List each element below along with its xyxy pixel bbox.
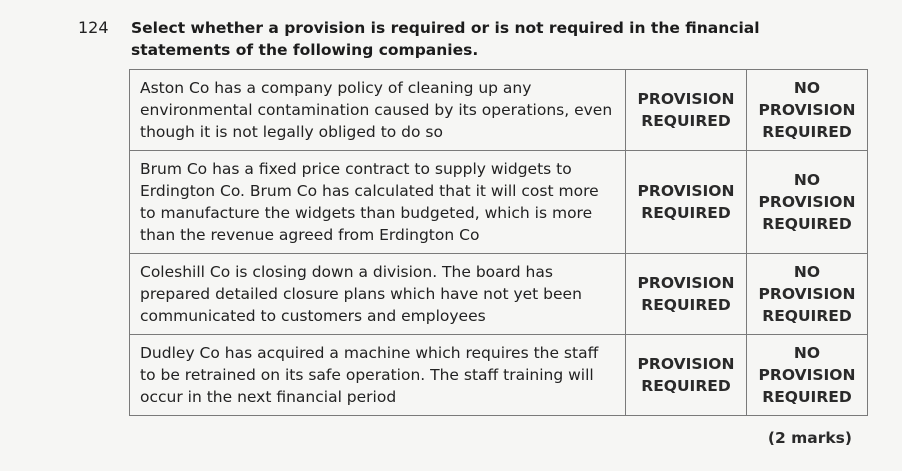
- scenario-description: Coleshill Co is closing down a division. The board has prepared detailed closure plans which have not yet been communicated to customers and employees: [130, 254, 626, 335]
- table-row: [130, 70, 868, 151]
- table-row: [130, 151, 868, 254]
- option-no-provision-required[interactable]: NO PROVISION REQUIRED: [747, 254, 868, 335]
- question-number: 124: [78, 18, 109, 37]
- provision-table: [129, 69, 868, 416]
- scenario-description: Brum Co has a fixed price contract to supply widgets to Erdington Co. Brum Co has calculated that it will cost more to manufacture the widgets than budgeted, which is more than the revenue agreed from Erdington Co: [130, 151, 626, 254]
- scenario-description: Aston Co has a company policy of cleaning up any environmental contamination caused by its operations, even though it is not legally obliged to do so: [130, 70, 626, 151]
- option-no-provision-required[interactable]: NO PROVISION REQUIRED: [747, 151, 868, 254]
- option-no-provision-required[interactable]: NO PROVISION REQUIRED: [747, 335, 868, 416]
- option-provision-required[interactable]: PROVISION REQUIRED: [626, 254, 747, 335]
- table-row: [130, 254, 868, 335]
- option-no-provision-required[interactable]: NO PROVISION REQUIRED: [747, 70, 868, 151]
- scenario-description: Dudley Co has acquired a machine which requires the staff to be retrained on its safe operation. The staff training will occur in the next financial period: [130, 335, 626, 416]
- table-row: [130, 335, 868, 416]
- option-provision-required[interactable]: PROVISION REQUIRED: [626, 70, 747, 151]
- question-text: Select whether a provision is required or is not required in the financial statements of the following companies.: [131, 19, 760, 59]
- marks-label: (2 marks): [767, 429, 852, 447]
- option-provision-required[interactable]: PROVISION REQUIRED: [626, 151, 747, 254]
- option-provision-required[interactable]: PROVISION REQUIRED: [626, 335, 747, 416]
